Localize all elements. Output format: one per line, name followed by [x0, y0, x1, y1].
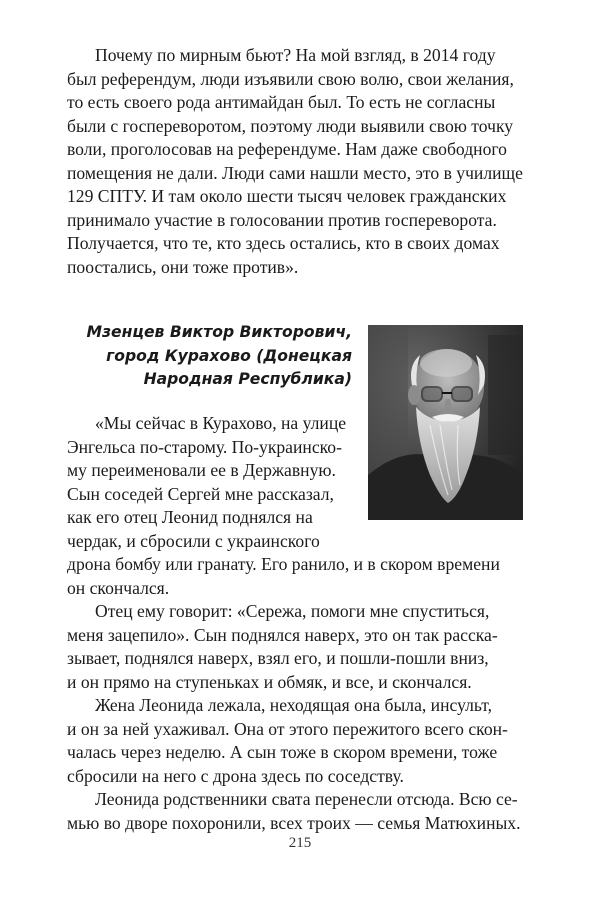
story-line: Отец ему говорит: «Сережа, помоги мне спуститься, — [95, 601, 490, 621]
intro-line: воли, проголосовав на референдуме. Нам даже свободного — [67, 139, 507, 159]
person-location-continued: Народная Республика) — [143, 370, 352, 388]
story-line: «Мы сейчас в Курахово, на улице — [95, 413, 347, 433]
story-line: дрона бомбу или гранату. Его ранило, и в скором времени — [67, 554, 500, 574]
story-line: и он прямо на ступеньках и обмяк, и все, и скончался. — [67, 671, 472, 692]
story-paragraph-2 — [67, 600, 525, 694]
story-line: он скончался. — [67, 577, 170, 598]
story-line: зывает, поднялся наверх, взял его, и пошли-пошли вниз, — [67, 648, 489, 668]
intro-line: принимало участие в голосовании против госпереворота. — [67, 209, 497, 230]
intro-line: был референдум, люди изъявили свою волю, свои желания, — [67, 68, 514, 89]
person-name: Мзенцев Виктор Викторович, — [86, 323, 352, 341]
story-line: и он за ней ухаживал. Она от этого пережитого всего скон- — [67, 718, 508, 739]
person-location: город Курахово (Донецкая — [106, 346, 352, 365]
intro-line: то есть своего рода антимайдан был. То есть не согласны — [67, 92, 496, 112]
story-line: сбросили на него с дрона здесь по соседству. — [67, 765, 404, 786]
story-line: как его отец Леонид поднялся на — [67, 507, 313, 527]
story-paragraph-3 — [67, 694, 525, 788]
intro-line: Получается, что те, кто здесь остались, кто в своих домах — [67, 233, 500, 253]
intro-line: помещения не дали. Люди сами нашли место, это в училище — [67, 162, 523, 183]
story-text — [67, 412, 525, 835]
story-line: меня зацепило». Сын поднялся наверх, это он так расска- — [67, 624, 498, 645]
story-line: Жена Леонида лежала, неходящая она была, инсульт, — [95, 695, 493, 715]
story-line: му переименовали ее в Державную. — [67, 460, 336, 480]
story-paragraph-4 — [67, 788, 525, 835]
intro-line: поостались, они тоже против». — [67, 256, 299, 277]
story-line: Сын соседей Сергей мне рассказал, — [67, 483, 334, 504]
story-line: мью во дворе похоронили, всех троих — семья Матюхиных. — [67, 812, 521, 833]
story-line: чердак, и сбросили с украинского — [67, 530, 320, 551]
intro-line: Почему по мирным бьют? На мой взгляд, в 2014 году — [95, 45, 496, 65]
story-line: чалась через неделю. А сын тоже в скором времени, тоже — [67, 742, 498, 762]
story-paragraph-1-wide — [67, 553, 525, 600]
intro-line: были с госпереворотом, поэтому люди выявили свою точку — [67, 115, 514, 136]
intro-line: 129 СПТУ. И там около шести тысяч человек гражданских — [67, 186, 507, 206]
intro-paragraph — [67, 44, 525, 279]
page-number: 215 — [288, 835, 312, 851]
story-line: Энгельса по-старому. По-украинско- — [67, 436, 342, 457]
story-line: Леонида родственники свата перенесли отсюда. Всю се- — [95, 789, 518, 809]
story-paragraph-1-narrow — [67, 412, 357, 553]
person-heading — [66, 321, 352, 392]
